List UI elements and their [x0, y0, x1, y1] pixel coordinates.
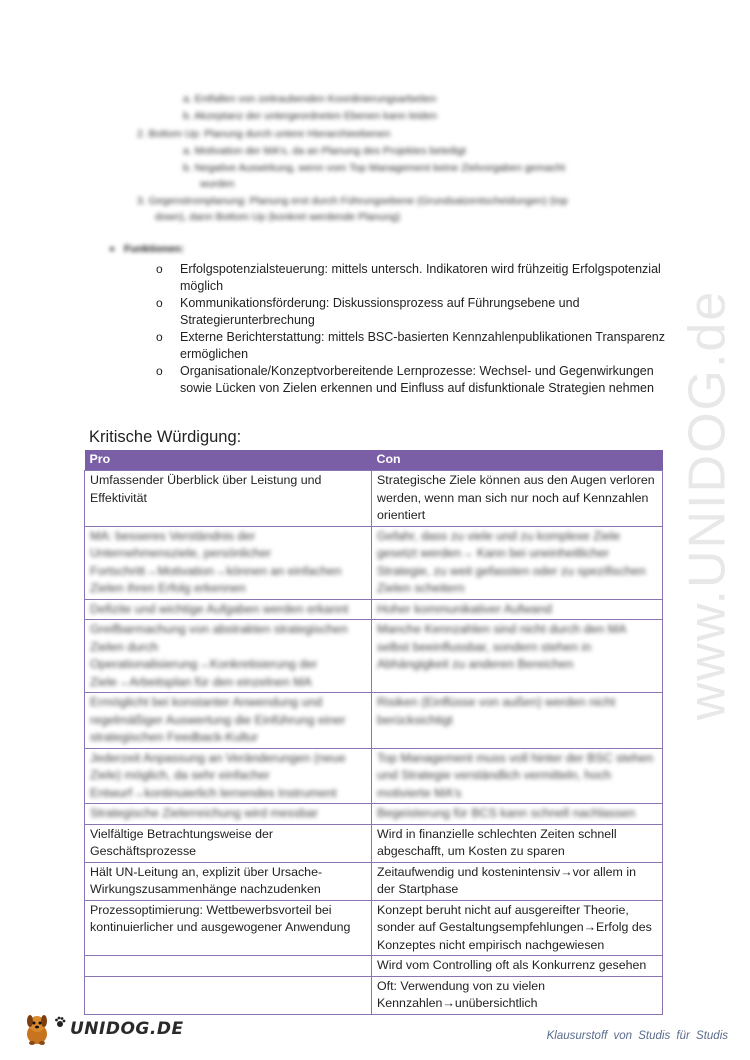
table-row [85, 748, 663, 804]
pro-con-table [84, 450, 663, 1015]
section-heading: Kritische Würdigung: [89, 428, 242, 446]
pro-cell: MA: besseres Verständnis der Unternehmensziele, persönlicher Fortschritt→Motivation→können an einfachen Zielen ihren Erfolg erkennen [85, 526, 372, 599]
list-item: o Externe Berichterstattung: mittels BSC-basierten Kennzahlenpublikationen Transparenz ermöglichen [156, 330, 665, 361]
con-cell: Gefahr, dass zu viele und zu komplexe Ziele gesetzt werden→ Kann bei uneinheitlicher Strategie, zu weit gefassten oder zu spezifischen Zielen scheitern [372, 526, 663, 599]
table-row [85, 824, 663, 862]
watermark: www.UNIDOG.de [678, 289, 736, 721]
table-row [85, 976, 663, 1014]
circle-bullet-icon: o [156, 262, 163, 276]
table-row [85, 599, 663, 620]
pro-cell [85, 976, 372, 1014]
table-row [85, 862, 663, 900]
con-cell: Zeitaufwendig und kostenintensiv→vor allem in der Startphase [372, 862, 663, 900]
pro-cell: Prozessoptimierung: Wettbewerbsvorteil bei kontinuierlicher und ausgewogener Anwendung [85, 900, 372, 956]
table-row [85, 471, 663, 527]
table-header-row [85, 450, 663, 471]
header-pro: Pro [85, 450, 372, 471]
con-cell: Strategische Ziele können aus den Augen verloren werden, wenn man sich nur noch auf Kennzahlen orientiert [372, 471, 663, 527]
functions-heading: Funktionen: [110, 243, 184, 255]
con-cell: Top Management muss voll hinter der BSC stehen und Strategie verständlich vermitteln, hoch motivierte MA's [372, 748, 663, 804]
con-cell: Konzept beruht nicht auf ausgereifter Theorie, sonder auf Gestaltungsempfehlungen→Erfolg des Konzeptes nicht empirisch nachgewiesen [372, 900, 663, 956]
circle-bullet-icon: o [156, 296, 163, 310]
list-item: o Kommunikationsförderung: Diskussionsprozess auf Führungsebene und Strategierunterbrechung [156, 296, 580, 327]
con-cell: Risiken (Einflüsse von außen) werden nicht berücksichtigt [372, 693, 663, 749]
pro-cell: Umfassender Überblick über Leistung und Effektivität [85, 471, 372, 527]
outline-line: 3. Gegenstromplanung: Planung erst durch Führungsebene (Grundsatzentscheidungen) (top [137, 195, 568, 207]
functions-list [156, 261, 666, 397]
table-row [85, 620, 663, 693]
circle-bullet-icon: o [156, 330, 163, 344]
outline-line: down), dann Bottom Up (konkret werdende Planung) [155, 211, 401, 223]
list-item: o Erfolgspotenzialsteuerung: mittels untersch. Indikatoren wird frühzeitig Erfolgspotenzial möglich [156, 262, 661, 293]
pro-cell: Ermöglicht bei konstanter Anwendung und regelmäßiger Auswertung die Einführung einer strategischen Feedback-Kultur [85, 693, 372, 749]
table-row [85, 804, 663, 825]
con-cell: Wird vom Controlling oft als Konkurrenz gesehen [372, 956, 663, 977]
outline-line: b. Akzeptanz der untergeordneten Ebenen kann leiden [183, 110, 437, 122]
list-item: o Organisationale/Konzeptvorbereitende Lernprozesse: Wechsel- und Gegenwirkungen sowie Lücken von Zielen erkennen und Einfluss auf disfunktionale Strategien nehmen [156, 364, 654, 395]
pro-cell: Greifbarmachung von abstrakten strategischen Zielen durch Operationalisierung→Konkretisierung der Ziele→Arbeitsplan für den einzelnen MA [85, 620, 372, 693]
table-row [85, 693, 663, 749]
header-con: Con [372, 450, 663, 471]
paw-icon [54, 1016, 66, 1028]
con-cell: Oft: Verwendung von zu vielen Kennzahlen→unübersichtlich [372, 976, 663, 1014]
circle-bullet-icon: o [156, 364, 163, 378]
table-row [85, 526, 663, 599]
outline-line: b. Negative Auswirkung, wenn vom Top Management keine Zielvorgaben gemacht [183, 162, 566, 174]
con-cell: Wird in finanzielle schlechten Zeiten schnell abgeschafft, um Kosten zu sparen [372, 824, 663, 862]
dog-mascot-icon [22, 1012, 52, 1046]
pro-cell: Vielfältige Betrachtungsweise der Geschäftsprozesse [85, 824, 372, 862]
table-row [85, 956, 663, 977]
pro-cell: Defizite und wichtige Aufgaben werden erkannt [85, 599, 372, 620]
outline-line: wurden [200, 178, 235, 190]
logo-text: UNIDOG.DE [70, 1019, 184, 1039]
pro-cell: Hält UN-Leitung an, explizit über Ursache-Wirkungszusammenhänge nachzudenken [85, 862, 372, 900]
outline-line: a. Entfallen von zeitraubenden Koordinierungsarbeiten [183, 93, 437, 105]
outline-line: a. Motivation der MA's, da an Planung des Projektes beteiligt [183, 145, 466, 157]
pro-cell: Strategische Zielerreichung wird messbar [85, 804, 372, 825]
con-cell: Manche Kennzahlen sind nicht durch den MA selbst beeinflussbar, sondern stehen in Abhängigkeit zu anderen Bereichen [372, 620, 663, 693]
footer-tagline: Klausurstoff von Studis für Studis [546, 1030, 728, 1042]
pro-cell [85, 956, 372, 977]
unidog-logo [22, 1010, 184, 1048]
con-cell: Hoher kommunikativer Aufwand [372, 599, 663, 620]
bullet-dot-icon [110, 247, 114, 251]
table-row [85, 900, 663, 956]
con-cell: Begeisterung für BCS kann schnell nachlassen [372, 804, 663, 825]
pro-cell: Jederzeit Anpassung an Veränderungen (neue Ziele) möglich, da sehr einfacher Entwurf→kontinuierlich lernendes Instrument [85, 748, 372, 804]
outline-line: 2. Bottom Up: Planung durch untere Hierarchieebenen [137, 128, 391, 140]
